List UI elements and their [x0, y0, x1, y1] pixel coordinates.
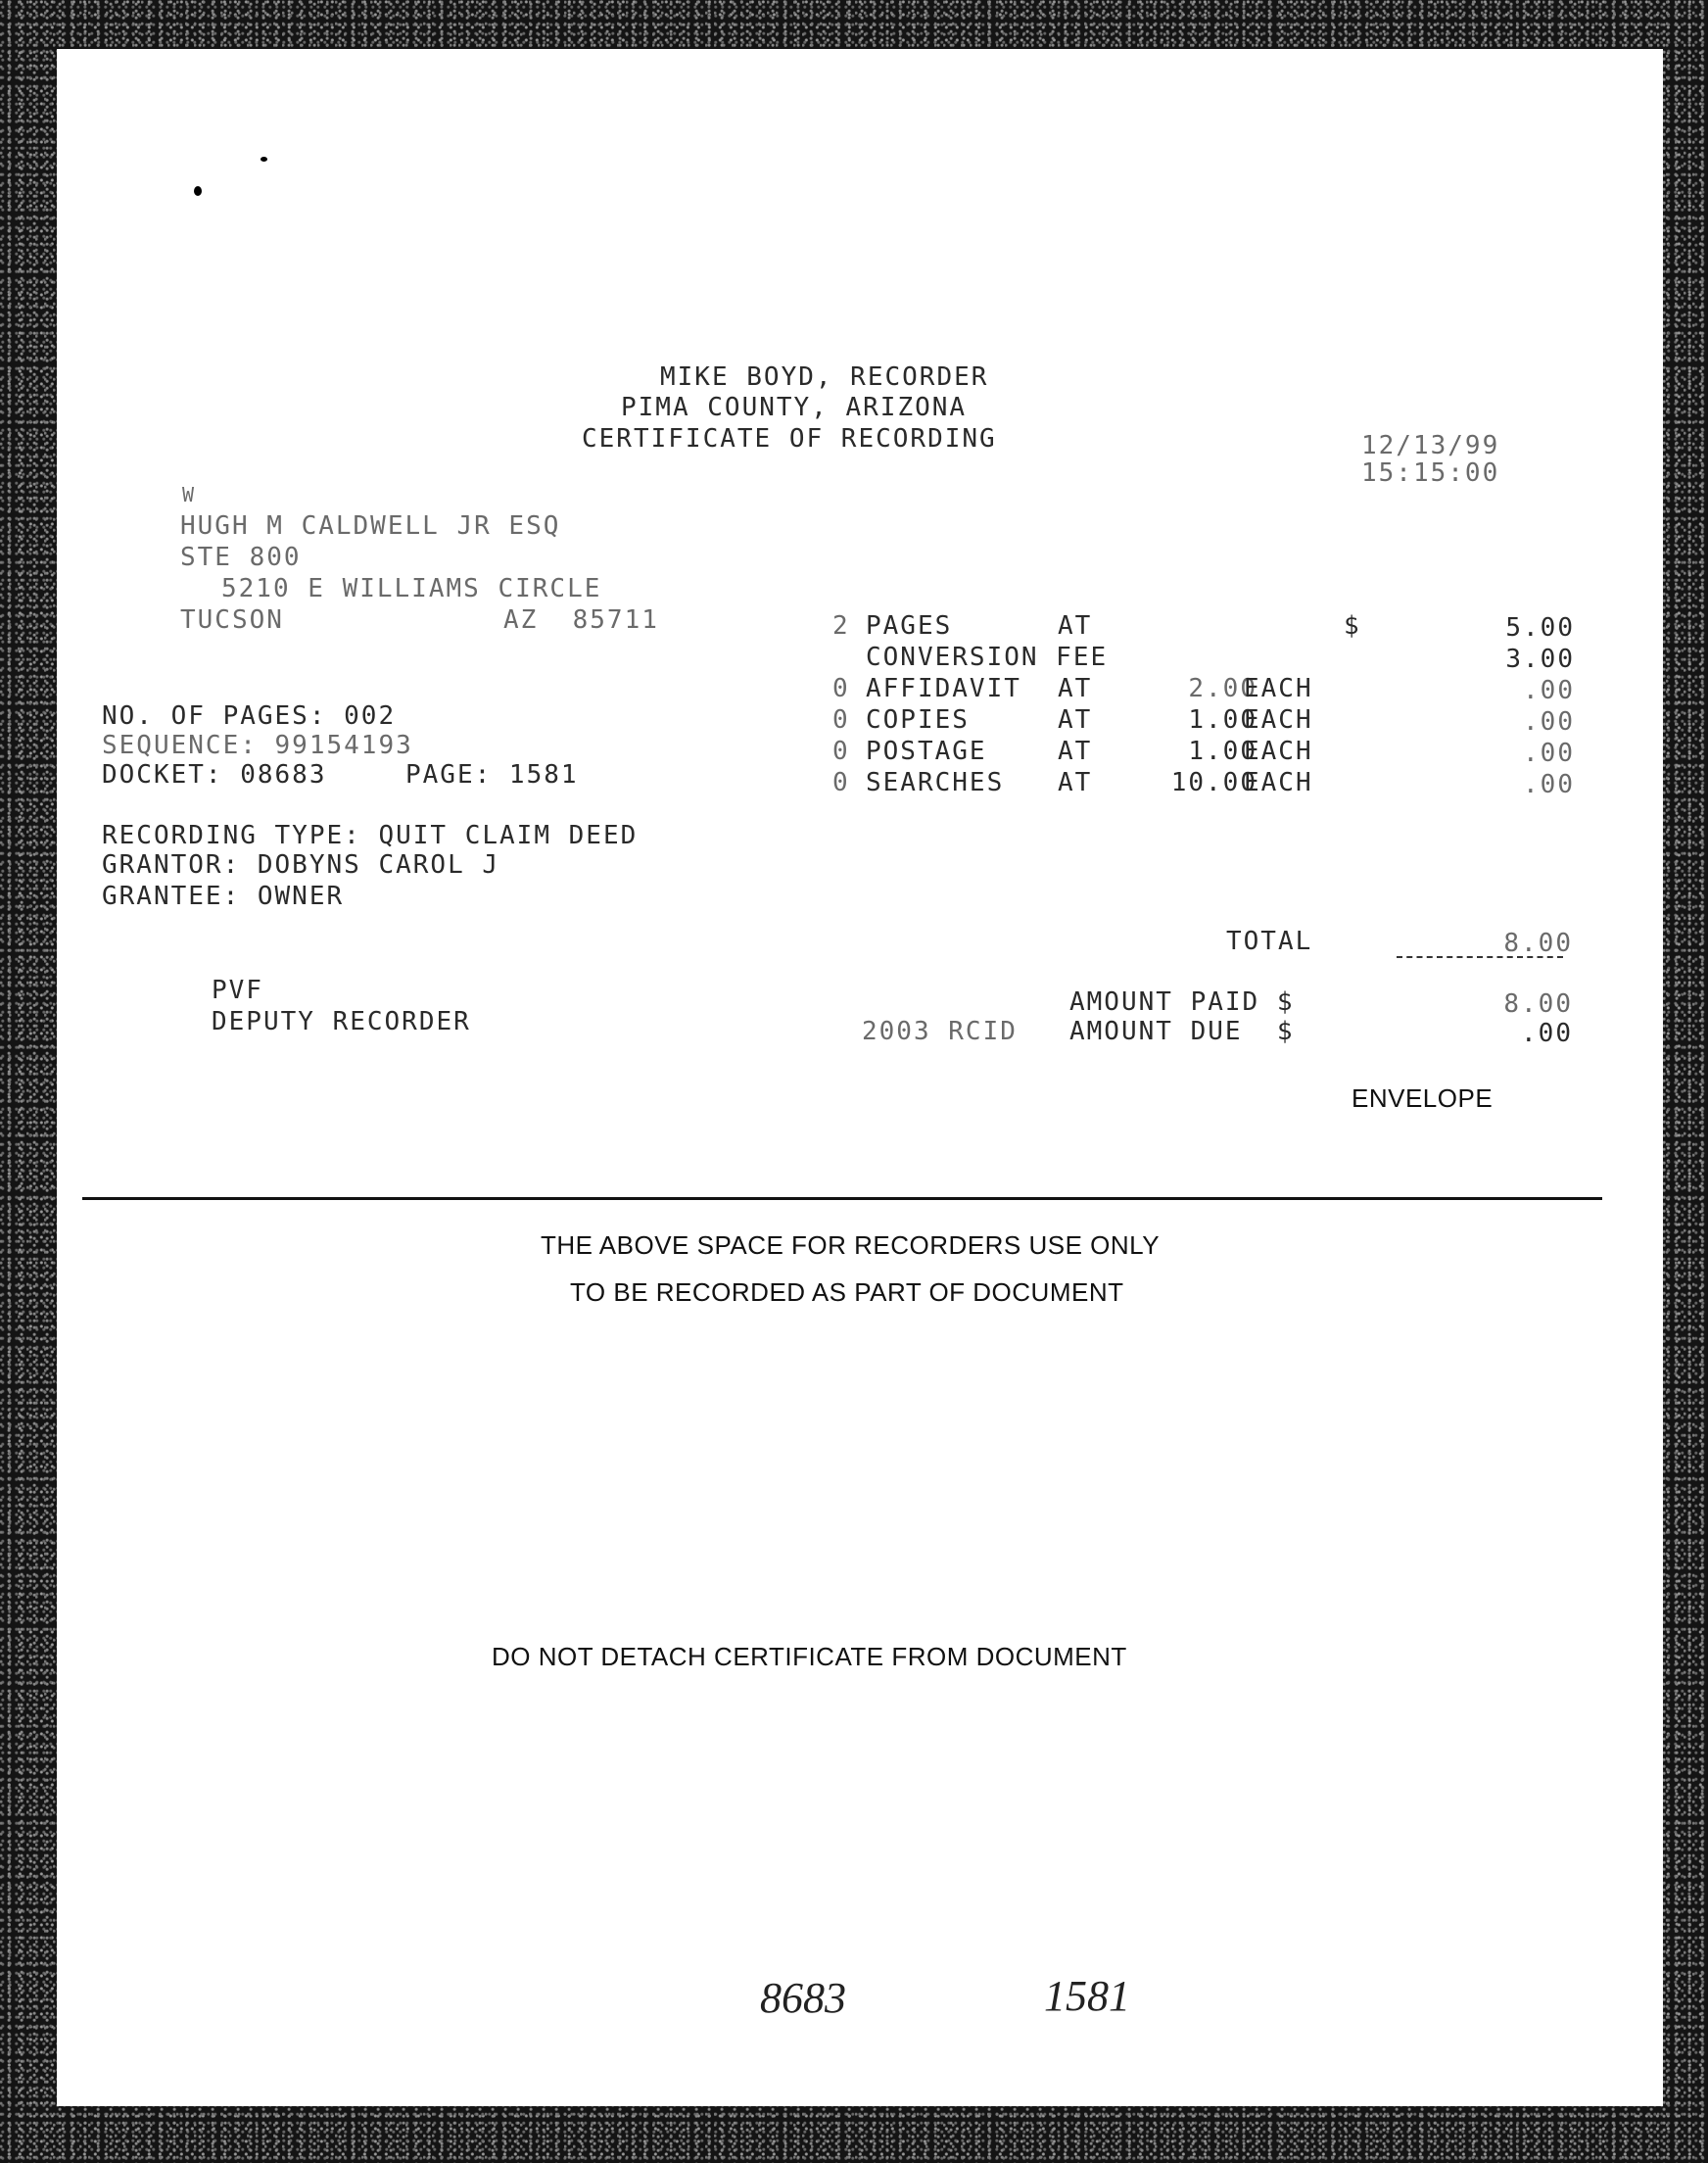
amount-due: .00 — [1521, 1019, 1573, 1048]
fee-at: AT — [1058, 737, 1093, 766]
certificate-title: CERTIFICATE OF RECORDING — [582, 424, 997, 454]
recorder-name: MIKE BOYD, RECORDER — [660, 362, 989, 392]
number-of-pages: NO. OF PAGES: 002 — [102, 701, 397, 731]
fee-at: AT — [1058, 705, 1093, 735]
total-label: TOTAL — [1226, 927, 1313, 956]
amount-due-label: AMOUNT DUE $ — [1069, 1017, 1295, 1046]
fee-each: EACH — [1244, 737, 1313, 766]
grantor: GRANTOR: DOBYNS CAROL J — [102, 850, 500, 880]
county-name: PIMA COUNTY, ARIZONA — [621, 393, 968, 422]
do-not-detach-notice: DO NOT DETACH CERTIFICATE FROM DOCUMENT — [492, 1642, 1127, 1671]
docket-number: DOCKET: 08683 — [102, 760, 327, 790]
total-amount: 8.00 — [1503, 929, 1573, 958]
fee-qty: 2 — [832, 611, 850, 641]
fee-dollar-sign: $ — [1344, 611, 1361, 641]
fee-at: AT — [1058, 768, 1093, 797]
fee-amount: 3.00 — [1505, 645, 1575, 674]
addressee-city: TUCSON — [180, 605, 284, 635]
certificate-page — [57, 49, 1663, 2106]
fee-each: EACH — [1244, 674, 1313, 703]
fee-item: CONVERSION FEE — [866, 643, 1109, 672]
fee-amount: .00 — [1523, 770, 1575, 799]
record-as-part-notice: TO BE RECORDED AS PART OF DOCUMENT — [570, 1277, 1124, 1307]
fee-at: AT — [1058, 674, 1093, 703]
fee-qty: 0 — [832, 737, 850, 766]
sequence-number: SEQUENCE: 99154193 — [102, 731, 413, 760]
fee-amount: .00 — [1523, 739, 1575, 768]
fee-qty: 0 — [832, 705, 850, 735]
receipt-id: 2003 RCID — [862, 1017, 1018, 1046]
fee-rate: 1.00 — [1188, 705, 1257, 735]
fee-qty: 0 — [832, 768, 850, 797]
amount-paid-label: AMOUNT PAID $ — [1069, 987, 1295, 1017]
fee-rate: 1.00 — [1188, 737, 1257, 766]
recording-type: RECORDING TYPE: QUIT CLAIM DEED — [102, 821, 639, 850]
grantee: GRANTEE: OWNER — [102, 882, 345, 911]
addressee-suite: STE 800 — [180, 543, 302, 572]
recording-time: 15:15:00 — [1361, 458, 1500, 488]
scan-speck — [194, 186, 202, 196]
fee-item: POSTAGE — [866, 737, 987, 766]
fee-each: EACH — [1244, 705, 1313, 735]
fee-at: AT — [1058, 611, 1093, 641]
amount-paid: 8.00 — [1503, 989, 1573, 1019]
addressee-state-zip: AZ 85711 — [503, 605, 659, 635]
fee-amount: 5.00 — [1505, 613, 1575, 643]
fee-rate: 10.00 — [1170, 768, 1257, 797]
deputy-title: DEPUTY RECORDER — [212, 1007, 471, 1036]
handwritten-docket: 8683 — [760, 1974, 846, 2022]
divider-line — [82, 1197, 1602, 1200]
fee-amount: .00 — [1523, 707, 1575, 737]
fee-item: COPIES — [866, 705, 970, 735]
fee-item: PAGES — [866, 611, 953, 641]
page-number: PAGE: 1581 — [405, 760, 579, 790]
addressee-street: 5210 E WILLIAMS CIRCLE — [221, 574, 602, 603]
fee-item: AFFIDAVIT — [866, 674, 1021, 703]
scan-speck — [261, 157, 267, 162]
deputy-initials: PVF — [212, 976, 263, 1005]
fee-item: SEARCHES — [866, 768, 1005, 797]
recording-date: 12/13/99 — [1361, 431, 1500, 460]
fee-rate: 2.00 — [1188, 674, 1257, 703]
address-marker: W — [182, 483, 197, 506]
addressee-name: HUGH M CALDWELL JR ESQ — [180, 511, 561, 541]
fee-amount: .00 — [1523, 676, 1575, 705]
envelope-label: ENVELOPE — [1352, 1083, 1494, 1113]
recorders-use-notice: THE ABOVE SPACE FOR RECORDERS USE ONLY — [541, 1230, 1161, 1260]
handwritten-page: 1581 — [1044, 1972, 1130, 2020]
fee-qty: 0 — [832, 674, 850, 703]
fee-each: EACH — [1244, 768, 1313, 797]
